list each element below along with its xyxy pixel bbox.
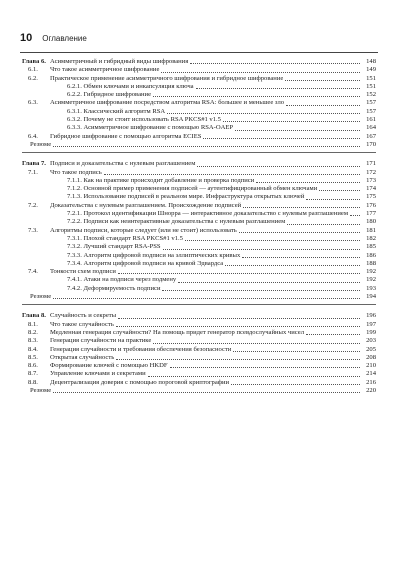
chapter-entry[interactable] [22,58,376,66]
page-ref: 199 [366,328,376,336]
entry-title: Асимметричное шифрование посредством алгоритма RSA: большее и меньшее зло [50,99,285,107]
toc-entry[interactable] [22,321,376,329]
page-ref: 181 [366,226,376,234]
toc-entry[interactable] [22,83,376,91]
dot-leader [285,80,360,81]
dot-leader [167,113,360,114]
dot-leader [118,273,360,274]
summary-entry[interactable] [22,387,376,395]
toc-entry[interactable] [22,362,376,370]
toc-entry[interactable] [22,193,376,201]
toc-entry[interactable] [22,227,376,235]
entry-title: 7.3.2. Лучший стандарт RSA-PSS [67,243,161,251]
dot-leader [197,166,360,167]
entry-title: 7.1.3. Использование подписей в реальном мире. Инфраструктура открытых ключей [67,193,305,201]
chapter-entry[interactable] [22,312,376,320]
entry-title: 7.4.2. Деформируемость подписи [67,284,161,292]
entry-number: 8.6. [28,362,38,370]
page-ref: 148 [366,58,376,65]
page-ref: 171 [366,160,376,168]
entry-title: Медленная генерация случайности? На помощь придет генератор псевдослучайных чисел [50,328,304,336]
entry-title: Что такое асимметричное шифрование [50,66,160,74]
toc-entry[interactable] [22,285,376,293]
entry-title: 6.2.2. Гибридное шифрование [67,91,151,99]
page-ref: 196 [366,312,376,320]
entry-number: 8.3. [28,337,38,345]
entry-title: Резюме [30,293,52,301]
toc-entry[interactable] [22,337,376,345]
entry-title: 6.2.1. Обмен ключами и инкапсуляция ключа [67,82,194,90]
dot-leader [287,224,360,225]
entry-title: Децентрализация доверия с помощью пороговой криптографии [50,378,230,386]
toc-entry[interactable] [22,177,376,185]
entry-number: 8.8. [28,378,38,386]
entry-title: 7.1.2. Основной пример применения подписей — аутентифицированный обмен ключами [67,185,318,193]
dot-leader [223,121,360,122]
toc-entry[interactable] [22,370,376,378]
page-ref: 167 [366,132,376,140]
page-ref: 170 [366,140,376,148]
page-ref: 157 [366,107,376,115]
toc-entry[interactable] [22,235,376,243]
entry-title: 6.3.2. Почему не стоит использовать RSA PKCS#1 v1.5 [67,116,221,124]
entry-number: 8.4. [28,345,38,353]
entry-title: Резюме [30,140,52,148]
entry-number: 7.1. [28,168,38,176]
dot-leader [319,190,360,191]
dot-leader [286,105,360,106]
page-ref: 193 [366,284,376,292]
page-ref: 185 [366,243,376,251]
toc-entry[interactable] [22,75,376,83]
toc-entry[interactable] [22,91,376,99]
dot-leader [190,63,360,64]
summary-entry[interactable] [22,293,376,301]
page-ref: 194 [366,293,376,301]
page-ref: 197 [366,320,376,328]
page-ref: 188 [366,259,376,267]
page-ref: 177 [366,210,376,218]
entry-number: 6.2. [28,74,38,82]
entry-number: 7.4. [28,268,38,276]
entry-number: Глава 8. [22,312,46,320]
entry-title: 7.2.2. Подписи как неинтерактивные доказательства с нулевым разглашением [67,218,286,226]
entry-title: Асимметричный и гибридный виды шифрования [50,58,189,65]
page-ref: 152 [366,91,376,99]
entry-number: 8.7. [28,370,38,378]
entry-title: Генерация случайности на практике [50,337,152,345]
entry-title: Доказательства с нулевым разглашением. Происхождение подписей [50,201,242,209]
dot-leader [118,318,360,319]
table-of-contents [22,58,376,395]
toc-entry[interactable] [22,268,376,276]
page-ref: 174 [366,185,376,193]
dot-leader [306,334,360,335]
chapter-entry[interactable] [22,160,376,168]
dot-leader [242,257,360,258]
dot-leader [256,182,360,183]
entry-title: Что такое случайность [50,320,114,328]
page-ref: 151 [366,74,376,82]
entry-number: 7.3. [28,226,38,234]
page-title: Оглавление [42,34,87,43]
entry-number: 8.1. [28,320,38,328]
page-ref: 192 [366,276,376,284]
toc-entry[interactable] [22,133,376,141]
entry-number: 6.1. [28,66,38,74]
entry-title: 6.3.1. Классический алгоритм RSA [67,107,166,115]
dot-leader [116,326,360,327]
entry-number: 8.2. [28,328,38,336]
entry-title: Генерация случайности и требования обеспечения безопасности [50,345,232,353]
toc-entry[interactable] [22,218,376,226]
entry-title: 7.4.1. Атаки на подписи через подмену [67,276,177,284]
section-divider [22,304,376,305]
entry-number: 6.3. [28,99,38,107]
page-ref: 220 [366,386,376,394]
dot-leader [203,138,360,139]
toc-section [22,312,376,395]
page-ref: 205 [366,345,376,353]
dot-leader [163,249,360,250]
toc-entry[interactable] [22,329,376,337]
page-ref: 173 [366,176,376,184]
entry-title: 7.2.1. Протокол идентификации Шнорра — интерактивное доказательство с нулевым разглашением [67,210,349,218]
dot-leader [350,215,360,216]
dot-leader [243,207,360,208]
toc-entry[interactable] [22,252,376,260]
dot-leader [53,298,360,299]
entry-number: 8.5. [28,353,38,361]
toc-entry[interactable] [22,346,376,354]
dot-leader [306,199,360,200]
toc-entry[interactable] [22,354,376,362]
toc-section [22,58,376,149]
entry-title: 7.1.1. Как на практике происходит добавление и проверка подписи [67,176,255,184]
entry-title: Тонкости схем подписи [50,268,116,276]
dot-leader [233,351,360,352]
toc-entry[interactable] [22,169,376,177]
toc-entry[interactable] [22,202,376,210]
entry-title: Случайность и секреты [50,312,117,320]
toc-entry[interactable] [22,243,376,251]
page-ref: 172 [366,168,376,176]
page-ref: 214 [366,370,376,378]
entry-title: Формирование ключей с помощью HKDF [50,362,168,370]
toc-entry[interactable] [22,66,376,74]
dot-leader [153,343,360,344]
page-ref: 180 [366,218,376,226]
page-ref: 164 [366,124,376,132]
entry-title: 7.3.1. Плохой стандарт RSA PKCS#1 v1.5 [67,234,183,242]
page-ref: 157 [366,99,376,107]
toc-entry[interactable] [22,108,376,116]
entry-title: 7.3.4. Алгоритм цифровой подписи на кривой Эдвардса [67,259,224,267]
dot-leader [231,384,360,385]
dot-leader [239,232,360,233]
page-number: 10 [20,32,33,44]
dot-leader [104,174,360,175]
entry-number: 6.4. [28,132,38,140]
page-ref: 149 [366,66,376,74]
dot-leader [162,290,360,291]
toc-entry[interactable] [22,276,376,284]
summary-entry[interactable] [22,141,376,149]
dot-leader [53,146,360,147]
dot-leader [53,392,360,393]
entry-title: Открытая случайность [50,353,115,361]
toc-section [22,160,376,301]
page-ref: 210 [366,362,376,370]
page-ref: 182 [366,234,376,242]
toc-entry[interactable] [22,116,376,124]
dot-leader [116,359,360,360]
dot-leader [153,96,360,97]
page-ref: 203 [366,337,376,345]
page-ref: 186 [366,251,376,259]
entry-title: 7.3.3. Алгоритм цифровой подписи на эллиптических кривых [67,251,241,259]
page-ref: 175 [366,193,376,201]
toc-entry[interactable] [22,99,376,107]
page-ref: 216 [366,378,376,386]
entry-title: Алгоритмы подписи, которые следует (или не стоит) использовать [50,226,237,234]
entry-title: Гибридное шифрование с помощью алгоритма ECIES [50,132,202,140]
toc-entry[interactable] [22,379,376,387]
dot-leader [235,130,360,131]
entry-number: 7.2. [28,201,38,209]
entry-title: Управление ключами и секретами [50,370,146,378]
entry-number: Глава 7. [22,160,46,168]
page-ref: 176 [366,201,376,209]
dot-leader [178,282,360,283]
page-ref: 192 [366,268,376,276]
toc-entry[interactable] [22,124,376,132]
dot-leader [185,240,360,241]
page-ref: 208 [366,353,376,361]
entry-title: 6.3.3. Асимметричное шифрование с помощью RSA-OAEP [67,124,234,132]
dot-leader [148,376,360,377]
toc-entry[interactable] [22,185,376,193]
page-header [20,32,87,44]
dot-leader [225,265,360,266]
dot-leader [196,88,360,89]
entry-title: Что такое подпись [50,168,102,176]
section-divider [22,152,376,153]
page-ref: 161 [366,116,376,124]
page-ref: 151 [366,82,376,90]
header-rule [20,52,378,53]
entry-title: Резюме [30,386,52,394]
entry-title: Практическое применение асимметричного шифрования и гибридное шифрование [50,74,284,82]
dot-leader [161,72,360,73]
dot-leader [170,367,360,368]
entry-number: Глава 6. [22,58,46,65]
entry-title: Подписи и доказательства с нулевым разглашением [50,160,196,168]
toc-entry[interactable] [22,260,376,268]
toc-entry[interactable] [22,210,376,218]
